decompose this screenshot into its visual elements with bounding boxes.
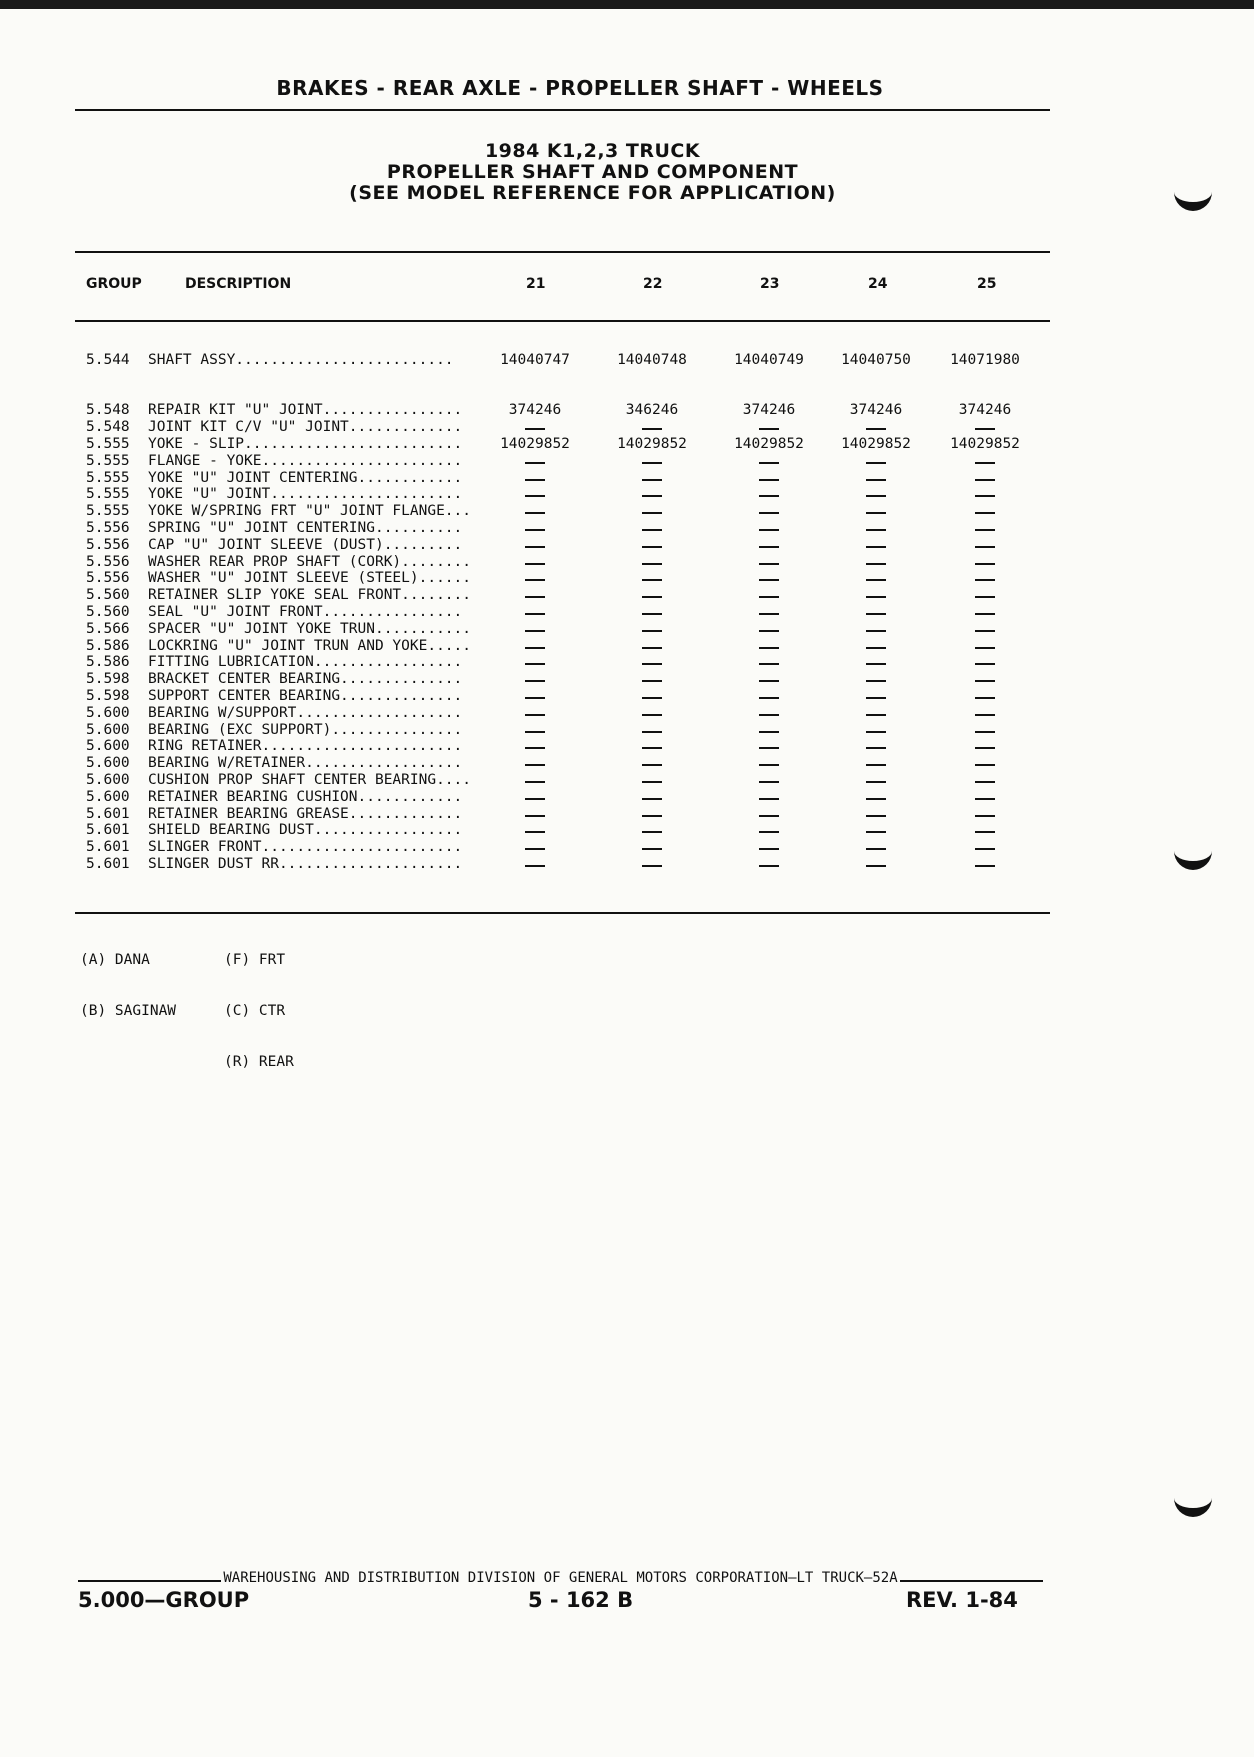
table-cell-dash: [866, 428, 886, 430]
table-row-description: BEARING W/SUPPORT...................: [148, 704, 463, 721]
table-row-group: 5.600: [86, 704, 130, 721]
table-cell-dash: [525, 613, 545, 615]
title-line-3: (SEE MODEL REFERENCE FOR APPLICATION): [349, 182, 836, 204]
table-cell-dash: [975, 596, 995, 598]
table-cell-dash: [642, 596, 662, 598]
table-cell-dash: [866, 714, 886, 716]
table-cell-dash: [642, 815, 662, 817]
table-row-group: 5.555: [86, 436, 130, 452]
table-row-description: SPACER "U" JOINT YOKE TRUN...........: [148, 620, 472, 637]
table-cell-dash: [759, 613, 779, 615]
table-cell-dash: [759, 781, 779, 783]
table-row-description: RETAINER BEARING CUSHION............: [148, 788, 463, 805]
table-cell-dash: [975, 495, 995, 497]
table-cell-dash: [866, 848, 886, 850]
table-cell-dash: [975, 529, 995, 531]
table-row-description: SPRING "U" JOINT CENTERING..........: [148, 520, 463, 536]
table-row-description: SUPPORT CENTER BEARING..............: [148, 688, 463, 704]
top-border: [0, 0, 1254, 9]
table-row-group: 5.600: [86, 755, 130, 772]
table-row-group: 5.586: [86, 654, 130, 671]
table-cell-part-number: 374246: [742, 402, 796, 418]
table-cell-dash: [525, 630, 545, 632]
table-cell-dash: [975, 815, 995, 817]
column-header-24: 24: [868, 276, 888, 292]
table-cell-dash: [866, 815, 886, 817]
table-row-group: 5.555: [86, 452, 130, 469]
table-cell-dash: [866, 781, 886, 783]
table-cell-dash: [759, 714, 779, 716]
table-cell-dash: [525, 546, 545, 548]
table-cell-dash: [975, 479, 995, 481]
table-cell-dash: [642, 512, 662, 514]
footer-page-number: 5 - 162 B: [528, 1588, 634, 1612]
table-row-group: 5.600: [86, 738, 130, 755]
table-cell-dash: [759, 495, 779, 497]
table-cell-dash: [642, 479, 662, 481]
table-row-description: YOKE "U" JOINT......................: [148, 486, 463, 503]
table-cell-dash: [975, 848, 995, 850]
table-row-group: 5.555: [86, 486, 130, 503]
table-cell-part-number: 14029852: [734, 436, 804, 452]
table-cell-dash: [759, 579, 779, 581]
table-cell-dash: [525, 663, 545, 665]
table-cell-dash: [759, 647, 779, 649]
table-cell-dash: [525, 529, 545, 531]
table-cell-dash: [642, 680, 662, 682]
table-cell-dash: [759, 630, 779, 632]
table-cell-dash: [525, 848, 545, 850]
table-cell-part-number: 374246: [508, 402, 562, 418]
section-title: BRAKES - REAR AXLE - PROPELLER SHAFT - WHEELS: [276, 76, 884, 100]
table-cell-dash: [866, 831, 886, 833]
table-cell-part-number: 14029852: [617, 436, 687, 452]
table-row-group: 5.555: [86, 503, 130, 520]
table-cell-dash: [759, 848, 779, 850]
table-cell-dash: [642, 529, 662, 531]
table-cell-part-number: 14040749: [734, 352, 804, 368]
table-cell-dash: [866, 563, 886, 565]
table-cell-dash: [975, 630, 995, 632]
table-row-group: 5.601: [86, 805, 130, 822]
legend-item: (A) DANA: [80, 952, 150, 968]
table-cell-dash: [642, 546, 662, 548]
table-cell-dash: [975, 764, 995, 766]
legend-item: (B) SAGINAW: [80, 1003, 177, 1019]
table-row-group: 5.600: [86, 772, 130, 788]
table-row-description: FLANGE - YOKE.......................: [148, 452, 463, 469]
table-cell-dash: [525, 831, 545, 833]
table-cell-dash: [866, 697, 886, 699]
binder-tab-mark: [1174, 1490, 1212, 1517]
table-cell-dash: [759, 680, 779, 682]
table-cell-dash: [642, 495, 662, 497]
table-cell-dash: [759, 865, 779, 867]
table-cell-dash: [642, 747, 662, 749]
table-cell-dash: [525, 815, 545, 817]
table-cell-dash: [525, 579, 545, 581]
table-cell-dash: [525, 798, 545, 800]
table-cell-dash: [975, 579, 995, 581]
table-row-description: LOCKRING "U" JOINT TRUN AND YOKE.....: [148, 637, 472, 654]
table-row-group: 5.560: [86, 604, 130, 620]
table-cell-dash: [975, 798, 995, 800]
table-cell-dash: [759, 428, 779, 430]
table-row-group: 5.598: [86, 671, 130, 688]
table-cell-dash: [525, 731, 545, 733]
table-cell-dash: [759, 529, 779, 531]
table-cell-dash: [866, 596, 886, 598]
column-header-22: 22: [643, 276, 663, 292]
table-row-group: 5.556: [86, 570, 130, 587]
table-cell-dash: [525, 781, 545, 783]
table-cell-dash: [975, 781, 995, 783]
table-header-rule: [75, 320, 1050, 322]
table-cell-dash: [642, 865, 662, 867]
table-cell-dash: [975, 563, 995, 565]
table-cell-dash: [525, 680, 545, 682]
table-cell-dash: [525, 495, 545, 497]
table-cell-dash: [866, 529, 886, 531]
table-cell-part-number: 346246: [625, 402, 679, 418]
table-row-description: CAP "U" JOINT SLEEVE (DUST).........: [148, 536, 463, 553]
table-row-group: 5.566: [86, 620, 130, 637]
legend-positions: [224, 918, 294, 1088]
title-line-1: 1984 K1,2,3 TRUCK: [484, 140, 701, 162]
footer-revision: REV. 1-84: [906, 1588, 1018, 1612]
table-row-description: YOKE - SLIP.........................: [148, 436, 463, 452]
table-row-description: RING RETAINER.......................: [148, 738, 463, 755]
table-cell-dash: [975, 714, 995, 716]
table-row-description: SHIELD BEARING DUST.................: [148, 822, 463, 839]
document-title: [0, 141, 1185, 204]
title-line-2: PROPELLER SHAFT AND COMPONENT: [386, 161, 799, 183]
table-row-description: WASHER "U" JOINT SLEEVE (STEEL)......: [148, 570, 472, 587]
table-row-description: BEARING (EXC SUPPORT)...............: [148, 721, 463, 738]
table-cell-dash: [759, 815, 779, 817]
table-cell-dash: [642, 563, 662, 565]
table-cell-dash: [759, 512, 779, 514]
table-row-description: JOINT KIT C/V "U" JOINT.............: [148, 419, 463, 435]
table-cell-dash: [642, 781, 662, 783]
table-cell-dash: [642, 697, 662, 699]
table-cell-dash: [975, 647, 995, 649]
table-cell-dash: [759, 697, 779, 699]
table-cell-part-number: 14040750: [841, 352, 911, 368]
table-cell-dash: [759, 546, 779, 548]
table-row-description: RETAINER SLIP YOKE SEAL FRONT........: [148, 587, 472, 604]
table-cell-dash: [525, 428, 545, 430]
table-row-group: 5.601: [86, 856, 130, 872]
table-cell-dash: [759, 663, 779, 665]
table-row-group: 5.586: [86, 637, 130, 654]
table-cell-part-number: 374246: [958, 402, 1012, 418]
table-row-description: YOKE "U" JOINT CENTERING............: [148, 469, 463, 486]
legend-item: (R) REAR: [224, 1054, 294, 1070]
table-cell-part-number: 14029852: [950, 436, 1020, 452]
table-cell-dash: [866, 764, 886, 766]
table-cell-part-number: 14029852: [841, 436, 911, 452]
table-row-description: SEAL "U" JOINT FRONT................: [148, 604, 463, 620]
table-cell-dash: [975, 680, 995, 682]
table-row-description: FITTING LUBRICATION.................: [148, 654, 463, 671]
legend-manufacturers: [80, 918, 176, 1037]
table-row-group: 5.560: [86, 587, 130, 604]
table-cell-dash: [525, 697, 545, 699]
table-cell-dash: [642, 714, 662, 716]
table-row-group: 5.556: [86, 520, 130, 536]
table-row-group: 5.600: [86, 788, 130, 805]
table-cell-dash: [866, 865, 886, 867]
table-cell-dash: [866, 613, 886, 615]
table-cell-dash: [866, 462, 886, 464]
table-cell-dash: [525, 764, 545, 766]
table-cell-dash: [642, 647, 662, 649]
table-cell-dash: [642, 462, 662, 464]
table-cell-dash: [642, 428, 662, 430]
table-cell-dash: [975, 462, 995, 464]
table-row-group: 5.598: [86, 688, 130, 704]
table-cell-dash: [525, 647, 545, 649]
table-cell-dash: [866, 479, 886, 481]
table-cell-dash: [759, 798, 779, 800]
table-cell-dash: [975, 831, 995, 833]
table-cell-dash: [759, 764, 779, 766]
table-cell-dash: [759, 831, 779, 833]
table-cell-dash: [759, 731, 779, 733]
column-header-group: GROUP: [86, 276, 142, 292]
table-cell-dash: [642, 613, 662, 615]
table-cell-dash: [866, 747, 886, 749]
table-row-description: REPAIR KIT "U" JOINT................: [148, 402, 463, 418]
legend-item: (F) FRT: [224, 952, 286, 968]
table-row-group: 5.555: [86, 469, 130, 486]
table-row-group: 5.544: [86, 352, 130, 368]
table-cell-dash: [975, 613, 995, 615]
table-cell-dash: [525, 596, 545, 598]
column-header-25: 25: [977, 276, 997, 292]
table-cell-dash: [975, 512, 995, 514]
table-cell-dash: [975, 546, 995, 548]
table-cell-dash: [975, 865, 995, 867]
binder-tab-mark: [1174, 184, 1212, 211]
table-row-description: WASHER REAR PROP SHAFT (CORK)........: [148, 553, 472, 570]
table-cell-dash: [759, 462, 779, 464]
table-cell-dash: [975, 428, 995, 430]
table-row-group: 5.548: [86, 419, 130, 435]
table-row-description: SLINGER FRONT.......................: [148, 839, 463, 856]
table-cell-dash: [866, 512, 886, 514]
table-cell-dash: [866, 546, 886, 548]
table-cell-dash: [525, 865, 545, 867]
table-row-group: 5.548: [86, 402, 130, 418]
table-row-description: RETAINER BEARING GREASE.............: [148, 805, 463, 822]
table-cell-dash: [975, 731, 995, 733]
table-cell-dash: [975, 697, 995, 699]
table-top-rule: [75, 251, 1050, 253]
table-cell-dash: [866, 663, 886, 665]
table-row-description: SLINGER DUST RR.....................: [148, 856, 463, 872]
table-cell-dash: [525, 747, 545, 749]
binder-tab-mark: [1174, 843, 1212, 870]
table-cell-dash: [642, 663, 662, 665]
table-cell-dash: [642, 848, 662, 850]
table-row-description: YOKE W/SPRING FRT "U" JOINT FLANGE...: [148, 503, 472, 520]
table-cell-dash: [975, 663, 995, 665]
table-cell-dash: [525, 714, 545, 716]
table-cell-dash: [866, 495, 886, 497]
table-cell-dash: [866, 798, 886, 800]
table-row-group: 5.556: [86, 536, 130, 553]
table-cell-dash: [642, 579, 662, 581]
legend-item: (C) CTR: [224, 1003, 286, 1019]
table-cell-part-number: 14040748: [617, 352, 687, 368]
table-cell-dash: [642, 831, 662, 833]
footer-division-line: [78, 1570, 1043, 1586]
table-row-description: BRACKET CENTER BEARING..............: [148, 671, 463, 688]
table-cell-dash: [525, 512, 545, 514]
table-cell-dash: [866, 680, 886, 682]
table-cell-dash: [525, 563, 545, 565]
column-header-21: 21: [526, 276, 546, 292]
table-row-description: BEARING W/RETAINER..................: [148, 755, 463, 772]
table-bottom-rule: [75, 912, 1050, 914]
table-cell-dash: [866, 647, 886, 649]
table-cell-dash: [759, 747, 779, 749]
table-cell-dash: [866, 630, 886, 632]
table-row-group: 5.601: [86, 822, 130, 839]
table-cell-part-number: 14071980: [950, 352, 1020, 368]
table-cell-dash: [759, 479, 779, 481]
table-row-group: 5.600: [86, 721, 130, 738]
table-cell-dash: [866, 731, 886, 733]
footer-group: 5.000—GROUP: [78, 1588, 250, 1612]
table-row-group: 5.601: [86, 839, 130, 856]
header-rule: [75, 109, 1050, 111]
table-cell-dash: [525, 462, 545, 464]
table-cell-part-number: 14040747: [500, 352, 570, 368]
table-cell-dash: [866, 579, 886, 581]
column-header-description: DESCRIPTION: [185, 276, 292, 292]
table-cell-dash: [759, 563, 779, 565]
table-row-description: CUSHION PROP SHAFT CENTER BEARING....: [148, 772, 472, 788]
table-row-description: SHAFT ASSY.........................: [148, 352, 454, 368]
column-header-23: 23: [760, 276, 780, 292]
table-cell-dash: [642, 798, 662, 800]
table-cell-dash: [975, 747, 995, 749]
table-cell-dash: [642, 731, 662, 733]
table-cell-dash: [525, 479, 545, 481]
table-cell-part-number: 374246: [849, 402, 903, 418]
table-cell-dash: [642, 764, 662, 766]
table-cell-dash: [642, 630, 662, 632]
table-cell-part-number: 14029852: [500, 436, 570, 452]
footer-division-text: WAREHOUSING AND DISTRIBUTION DIVISION OF GENERAL MOTORS CORPORATION—LT TRUCK—52A: [223, 1570, 898, 1586]
table-cell-dash: [759, 596, 779, 598]
table-row-group: 5.556: [86, 553, 130, 570]
